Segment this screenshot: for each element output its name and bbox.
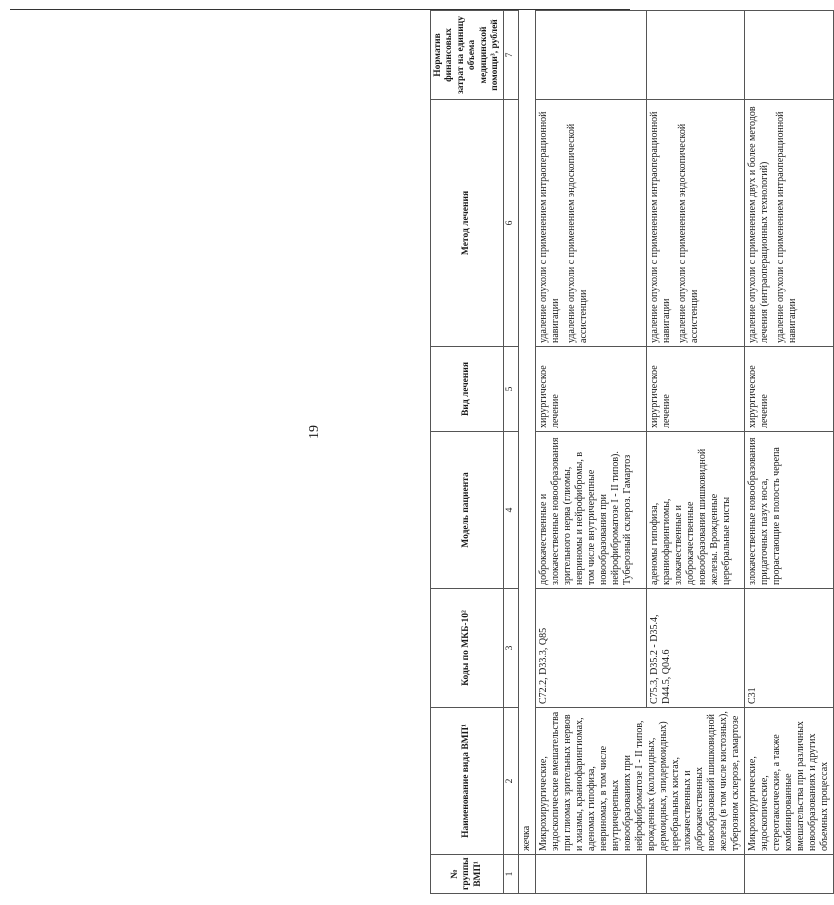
method-item: удаление опухоли с применением эндоскопической ассистенции bbox=[676, 123, 700, 343]
cell-treatment: хирургическое лечение bbox=[535, 347, 646, 432]
cell-cost bbox=[535, 11, 646, 100]
column-index: 7 bbox=[504, 11, 518, 100]
cell-vmp-name: Микрохирургические, эндоскопические вмешательства при глиомах зрительных нервов и хиазмы, краниофарингиомах, аденомах гипофиза, невриномах, в том числе внутричерепных новообразованиях при нейрофиброматозе I - II типов, врожденных (коллоидных, дермоидных, эпидермоидных) церебральных кистах, злокачественных и доброкачественных новообразований шишковидной железы (в том числе кистозных), туберозном склерозе, гамартозе bbox=[535, 708, 744, 855]
continuation-text: жечка bbox=[518, 11, 535, 855]
column-index-row bbox=[504, 11, 518, 894]
table-header-row bbox=[431, 11, 504, 894]
header-treatment-type: Вид лечения bbox=[431, 347, 504, 432]
cell-codes: C31 bbox=[744, 589, 833, 708]
cell-methods bbox=[646, 100, 744, 347]
header-cost-standard: Норматив финансовых затрат на единицу объема медицинской помощи³, рублей bbox=[431, 11, 504, 100]
vmp-table bbox=[430, 10, 834, 894]
column-index: 4 bbox=[504, 432, 518, 589]
method-item: удаление опухоли с применением интраоперационной навигации bbox=[774, 111, 798, 343]
method-item: удаление опухоли с применением эндоскопической ассистенции bbox=[565, 123, 589, 343]
cell-model: злокачественные новообразования придаточных пазух носа, прорастающие в полость черепа bbox=[744, 432, 833, 589]
header-patient-model: Модель пациента bbox=[431, 432, 504, 589]
cell-treatment: хирургическое лечение bbox=[646, 347, 744, 432]
table-row bbox=[744, 11, 833, 894]
cell-methods bbox=[535, 100, 646, 347]
cell-model: доброкачественные и злокачественные новообразования зрительного нерва (глиомы, невриномы и нейрофибромы, в том числе внутричерепные новообразования при нейрофиброматозе I - II типов). Туберозный склероз. Гамартоз bbox=[535, 432, 646, 589]
method-item: удаление опухоли с применением двух и более методов лечения (интраоперационных технологий) bbox=[746, 106, 770, 343]
header-vmp-name: Наименование вида ВМП¹ bbox=[431, 708, 504, 855]
column-index: 2 bbox=[504, 708, 518, 855]
cell-group bbox=[646, 855, 744, 894]
method-item: удаление опухоли с применением интраоперационной навигации bbox=[537, 111, 561, 343]
table-row bbox=[535, 11, 646, 894]
cell-codes: C72.2, D33.3, Q85 bbox=[535, 589, 646, 708]
column-index: 3 bbox=[504, 589, 518, 708]
cell-model: аденомы гипофиза, краниофарингиомы, злокачественные и доброкачественные новообразования шишковидной железы. Врожденные церебральные кисты bbox=[646, 432, 744, 589]
page-number: 19 bbox=[307, 425, 322, 439]
cell-vmp-name: Микрохирургические, эндоскопические, стереотаксические, а также комбинированные вмешательства при различных новообразованиях и других объемных процессах bbox=[744, 708, 833, 855]
cell-methods bbox=[744, 100, 833, 347]
cell-cost bbox=[646, 11, 744, 100]
cell-cost bbox=[744, 11, 833, 100]
header-treatment-method: Метод лечения bbox=[431, 100, 504, 347]
continuation-row bbox=[518, 11, 535, 894]
column-index: 6 bbox=[504, 100, 518, 347]
column-index: 5 bbox=[504, 347, 518, 432]
header-group-number: № группы ВМП¹ bbox=[431, 855, 504, 894]
cell-group bbox=[535, 855, 646, 894]
header-icd-codes: Коды по МКБ-10² bbox=[431, 589, 504, 708]
cell-group bbox=[744, 855, 833, 894]
column-index: 1 bbox=[504, 855, 518, 894]
cell-codes: C75.3, D35.2 - D35.4, D44.5, Q04.6 bbox=[646, 589, 744, 708]
cell-treatment: хирургическое лечение bbox=[744, 347, 833, 432]
method-item: удаление опухоли с применением интраоперационной навигации bbox=[648, 111, 672, 343]
